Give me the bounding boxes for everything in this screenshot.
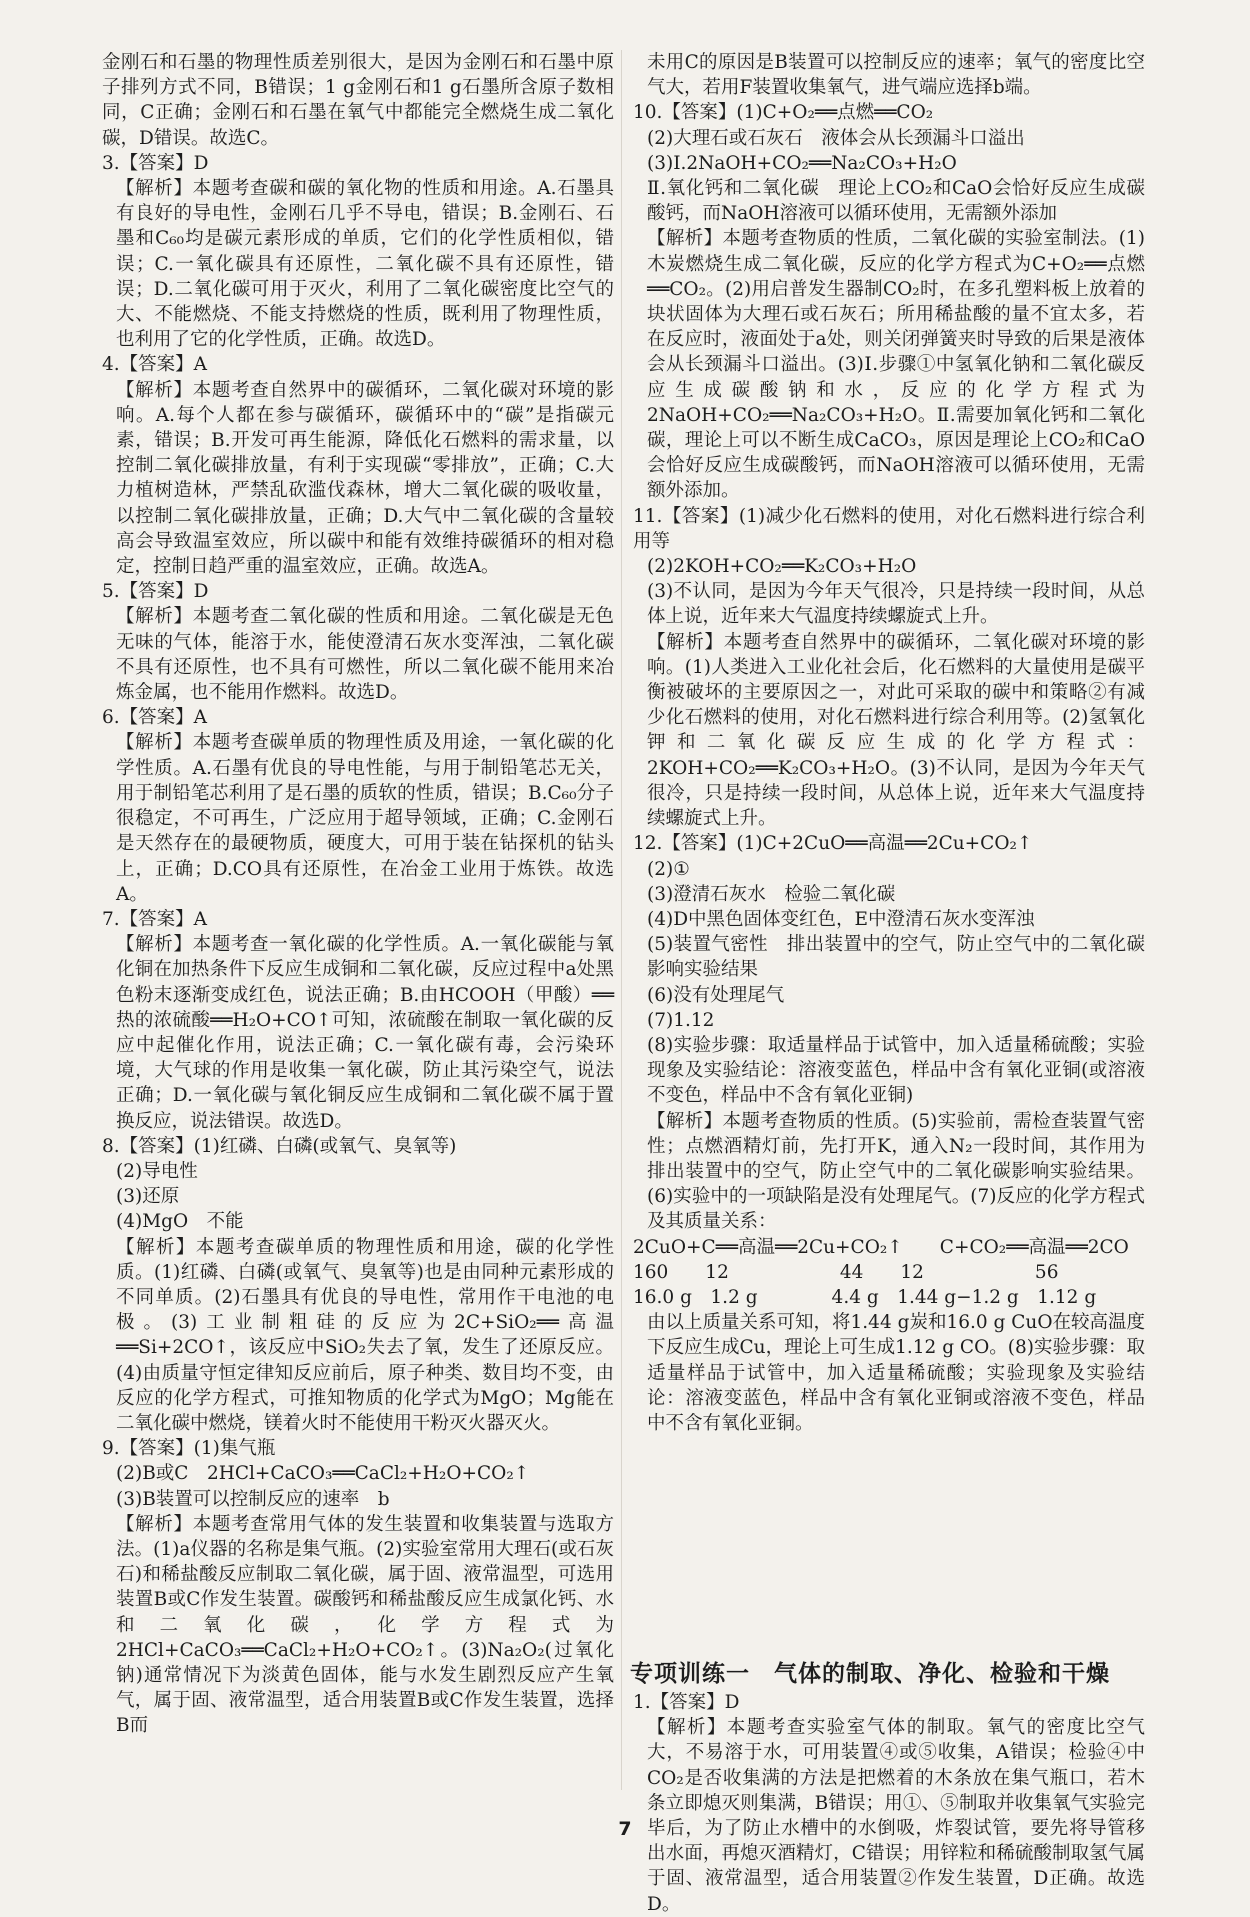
right_after-paragraph: 1.【答案】D bbox=[633, 1692, 740, 1713]
left-paragraph: 8.【答案】(1)红磷、白磷(或氧气、臭氧等) bbox=[102, 1135, 457, 1157]
right-paragraph: (6)没有处理尾气 bbox=[647, 984, 785, 1006]
left-paragraph: (4)MgO 不能 bbox=[116, 1211, 244, 1233]
left-paragraph: 7.【答案】A bbox=[102, 908, 208, 930]
right-paragraph: 10.【答案】(1)C+O₂══点燃══CO₂ bbox=[633, 102, 934, 124]
right-column-after-section bbox=[633, 1690, 1145, 1917]
right-paragraph: 【解析】本题考查自然界中的碳循环，二氧化碳对环境的影响。(1)人类进入工业化社会后，化石燃料的大量使用是碳平衡被破坏的主要原因之一，对此可采取的碳中和策略②有减少化石燃料的使用，对化石燃料进行综合利用等。(2)氢氧化钾和二氧化碳反应生成的化学方程式：2KOH+CO₂══K₂CO₃+H₂O。(3)不认同，是因为今年天气很冷，只是持续一段时间，从总体上说，近年来大气温度持续螺旋式上升。 bbox=[647, 631, 1145, 830]
right-paragraph: (4)D中黑色固体变红色，E中澄清石灰水变浑浊 bbox=[647, 908, 1035, 930]
right-paragraph: 11.【答案】(1)减少化石燃料的使用，对化石燃料进行综合利用等 bbox=[633, 505, 1145, 552]
right-paragraph: 【解析】本题考查物质的性质。(5)实验前，需检查装置气密性；点燃酒精灯前，先打开K，通入N₂一段时间，其作用为排出装置中的空气，防止空气中的二氧化碳影响实验结果。(6)实验中的一项缺陷是没有处理尾气。(7)反应的化学方程式及其质量关系： bbox=[647, 1110, 1145, 1233]
left-paragraph: (3)还原 bbox=[116, 1186, 180, 1208]
right-paragraph: (8)实验步骤：取适量样品于试管中，加入适量稀硫酸；实验现象及实验结论：溶液变蓝色，样品中含有氧化亚铜(或溶液不变色，样品中不含有氧化亚铜) bbox=[647, 1034, 1145, 1107]
left-paragraph: 5.【答案】D bbox=[102, 581, 209, 603]
right-paragraph: (3)不认同，是因为今年天气很冷，只是持续一段时间，从总体上说，近年来大气温度持续螺旋式上升。 bbox=[647, 581, 1145, 628]
column-divider bbox=[621, 50, 622, 1790]
left-paragraph: 【解析】本题考查常用气体的发生装置和收集装置与选取方法。(1)a仪器的名称是集气瓶。(2)实验室常用大理石(或石灰石)和稀盐酸反应制取二氧化碳，属于固、液常温型，可选用装置B或C作发生装置。碳酸钙和稀盐酸反应生成氯化钙、水和二氧化碳，化学方程式为2HCl+CaCO₃══CaCl₂+H₂O+CO₂↑。(3)Na₂O₂(过氧化钠)通常情况下为淡黄色固体，能与水发生剧烈反应产生氧气，属于固、液常温型，适合用装置B或C作发生装置，选择B而 bbox=[116, 1513, 614, 1737]
page-number: 7 bbox=[618, 1818, 632, 1840]
section-title: 专项训练一 气体的制取、净化、检验和干燥 bbox=[630, 1661, 1110, 1687]
right-paragraph: 12.【答案】(1)C+2CuO══高温══2Cu+CO₂↑ bbox=[633, 833, 1033, 855]
right-paragraph: Ⅱ.氧化钙和二氧化碳 理论上CO₂和CaO会恰好反应生成碳酸钙，而NaOH溶液可以循环使用，无需额外添加 bbox=[647, 178, 1145, 225]
left-paragraph: 【解析】本题考查碳和碳的氧化物的性质和用途。A.石墨具有良好的导电性，金刚石几乎不导电，错误；B.金刚石、石墨和C₆₀均是碳元素形成的单质，它们的化学性质相似，错误；C.一氧化碳具有还原性，二氧化碳不具有还原性，错误；D.二氧化碳可用于灭火，利用了二氧化碳密度比空气的大、不能燃烧、不能支持燃烧的性质，既利用了物理性质，也利用了它的化学性质，正确。故选D。 bbox=[116, 178, 614, 351]
right-paragraph: 未用C的原因是B装置可以控制反应的速率；氧气的密度比空气大，若用F装置收集氧气，进气端应选择b端。 bbox=[647, 52, 1145, 99]
left-column bbox=[102, 50, 614, 1739]
right-paragraph: (7)1.12 bbox=[647, 1009, 715, 1031]
right-paragraph: 2CuO+C══高温══2Cu+CO₂↑ C+CO₂══高温══2CO bbox=[633, 1236, 1129, 1258]
left-paragraph: 4.【答案】A bbox=[102, 354, 208, 376]
left-paragraph: 金刚石和石墨的物理性质差别很大，是因为金刚石和石墨中原子排列方式不同，B错误；1 g金刚石和1 g石墨所含原子数相同，C正确；金刚石和石墨在氧气中都能完全燃烧生成二氧化碳，D错误。故选C。 bbox=[102, 52, 614, 149]
right-paragraph: 【解析】本题考查物质的性质，二氧化碳的实验室制法。(1)木炭燃烧生成二氧化碳，反应的化学方程式为C+O₂══点燃══CO₂。(2)用启普发生器制CO₂时，在多孔塑料板上放着的块状固体为大理石或石灰石；所用稀盐酸的量不宜太多，若在反应时，液面处于a处，则关闭弹簧夹时导致的后果是液体会从长颈漏斗口溢出。(3)Ⅰ.步骤①中氢氧化钠和二氧化碳反应生成碳酸钠和水，反应的化学方程式为2NaOH+CO₂══Na₂CO₃+H₂O。Ⅱ.需要加氧化钙和二氧化碳，理论上可以不断生成CaCO₃，原因是理论上CO₂和CaO会恰好反应生成碳酸钙，而NaOH溶液可以循环使用，无需额外添加。 bbox=[647, 228, 1145, 502]
left-paragraph: (2)B或C 2HCl+CaCO₃══CaCl₂+H₂O+CO₂↑ bbox=[116, 1463, 530, 1485]
left-paragraph: (3)B装置可以控制反应的速率 b bbox=[116, 1488, 390, 1510]
right-paragraph: 由以上质量关系可知，将1.44 g炭和16.0 g CuO在较高温度下反应生成Cu，理论上可生成1.12 g CO。(8)实验步骤：取适量样品于试管中，加入适量稀硫酸；实验现象及实验结论：溶液变蓝色，样品中含有氧化亚铜或溶液不变色，样品中不含有氧化亚铜。 bbox=[647, 1312, 1145, 1434]
left-paragraph: 【解析】本题考查碳单质的物理性质和用途，碳的化学性质。(1)红磷、白磷(或氧气、臭氧等)也是由同种元素形成的不同单质。(2)石墨具有优良的导电性，常用作干电池的电极。(3)工业制粗硅的反应为2C+SiO₂══高温══Si+2CO↑，该反应中SiO₂失去了氧，发生了还原反应。(4)由质量守恒定律知反应前后，原子种类、数目均不变，由反应的化学方程式，可推知物质的化学式为MgO；Mg能在二氧化碳中燃烧，镁着火时不能使用干粉灭火器灭火。 bbox=[116, 1236, 614, 1434]
right-paragraph: 160 12 44 12 56 bbox=[633, 1261, 1059, 1283]
right-paragraph: (2)① bbox=[647, 858, 690, 880]
right-paragraph: (3)Ⅰ.2NaOH+CO₂══Na₂CO₃+H₂O bbox=[647, 152, 957, 174]
right-paragraph: (2)2KOH+CO₂══K₂CO₃+H₂O bbox=[647, 556, 917, 578]
right-paragraph: (2)大理石或石灰石 液体会从长颈漏斗口溢出 bbox=[647, 127, 1025, 149]
left-paragraph: (2)导电性 bbox=[116, 1160, 198, 1182]
left-paragraph: 【解析】本题考查自然界中的碳循环，二氧化碳对环境的影响。A.每个人都在参与碳循环，碳循环中的“碳”是指碳元素，错误；B.开发可再生能源，降低化石燃料的需求量，以控制二氧化碳排放量，有利于实现碳“零排放”，正确；C.大力植树造林，严禁乱砍滥伐森林，增大二氧化碳的吸收量，以控制二氧化碳排放量，正确；D.大气中二氧化碳的含量较高会导致温室效应，所以碳中和能有效维持碳循环的相对稳定，控制日趋严重的温室效应，正确。故选A。 bbox=[116, 379, 614, 578]
left-paragraph: 6.【答案】A bbox=[102, 707, 208, 729]
right-paragraph: 16.0 g 1.2 g 4.4 g 1.44 g−1.2 g 1.12 g bbox=[633, 1286, 1097, 1308]
left-paragraph: 9.【答案】(1)集气瓶 bbox=[102, 1438, 276, 1460]
left-paragraph: 【解析】本题考查碳单质的物理性质及用途，一氧化碳的化学性质。A.石墨有优良的导电性能，与用于制铅笔芯无关，用于制铅笔芯利用了是石墨的质软的性质，错误；B.C₆₀分子很稳定，不可再生，广泛应用于超导领域，正确；C.金刚石是天然存在的最硬物质，硬度大，可用于装在钻探机的钻头上，正确；D.CO具有还原性，在冶金工业用于炼铁。故选A。 bbox=[116, 732, 614, 905]
right-paragraph: (3)澄清石灰水 检验二氧化碳 bbox=[647, 883, 896, 905]
right-column bbox=[633, 50, 1145, 1436]
left-paragraph: 【解析】本题考查二氧化碳的性质和用途。二氧化碳是无色无味的气体，能溶于水，能使澄清石灰水变浑浊，二氧化碳不具有还原性，也不具有可燃性，所以二氧化碳不能用来冶炼金属，也不能用作燃料。故选D。 bbox=[116, 606, 614, 704]
left-paragraph: 3.【答案】D bbox=[102, 152, 209, 174]
right_after-paragraph: 【解析】本题考查实验室气体的制取。氧气的密度比空气大，不易溶于水，可用装置④或⑤收集，A错误；检验④中CO₂是否收集满的方法是把燃着的木条放在集气瓶口，若木条立即熄灭则集满，B错误；用①、⑤制取并收集氧气实验完毕后，为了防止水槽中的水倒吸，炸裂试管，要先将导管移出水面，再熄灭酒精灯，C错误；用锌粒和稀硫酸制取氢气属于固、液常温型，适合用装置②作发生装置，D正确。故选D。 bbox=[647, 1717, 1145, 1915]
right-paragraph: (5)装置气密性 排出装置中的空气，防止空气中的二氧化碳影响实验结果 bbox=[647, 934, 1145, 981]
left-paragraph: 【解析】本题考查一氧化碳的化学性质。A.一氧化碳能与氧化铜在加热条件下反应生成铜和二氧化碳，反应过程中a处黑色粉末逐渐变成红色，说法正确；B.由HCOOH（甲酸）══热的浓硫酸══H₂O+CO↑可知，浓硫酸在制取一氧化碳的反应中起催化作用，说法正确；C.一氧化碳有毒，会污染环境，大气球的作用是收集一氧化碳，防止其污染空气，说法正确；D.一氧化碳与氧化铜反应生成铜和二氧化碳不属于置换反应，说法错误。故选D。 bbox=[116, 934, 614, 1132]
